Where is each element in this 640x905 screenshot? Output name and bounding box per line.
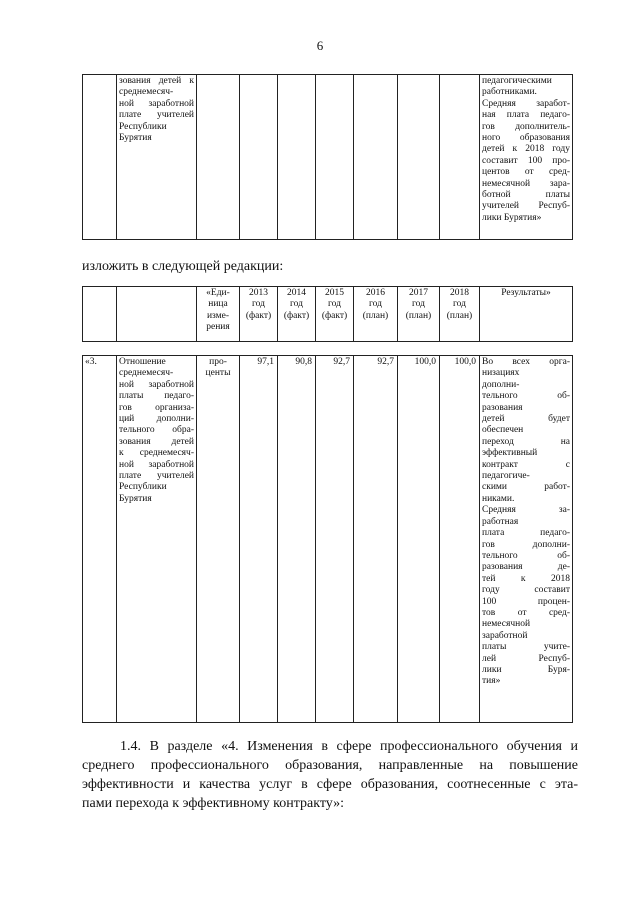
- value-2016: 92,7: [354, 356, 398, 723]
- unit-header: [197, 287, 240, 342]
- text-line: платы педаго-: [119, 391, 194, 402]
- text-line: гов дополни-: [482, 539, 570, 550]
- value-2014: 90,8: [278, 356, 316, 723]
- text-line: педагогиче-: [482, 471, 530, 482]
- value-2013: 97,1: [240, 356, 278, 723]
- indicator-table: [82, 355, 573, 723]
- text-line: контракт с: [482, 459, 570, 470]
- text-line: тия»: [482, 676, 501, 687]
- text-line: «Еди-: [206, 288, 230, 298]
- text-line: лики Буря-: [482, 664, 570, 675]
- text-line: Бурятия: [119, 133, 152, 144]
- paragraph-line: пами перехода к эффективному контракту»:: [82, 796, 344, 811]
- text-line: ного образования: [482, 133, 570, 144]
- paragraph-line: 1.4. В разделе «4. Изменения в сфере профессионального обучения и: [120, 739, 578, 754]
- year-header: 2018 год (план): [440, 287, 480, 342]
- year-header: 2015 год (факт): [316, 287, 354, 342]
- text-line: эффективный: [482, 448, 538, 459]
- text-line: работная: [482, 516, 519, 527]
- text-line: году составит: [482, 585, 570, 596]
- results-cell: [480, 356, 573, 723]
- text-line: среднемесяч-: [119, 368, 174, 379]
- text-line: Республики: [119, 121, 167, 132]
- year-header: 2013 год (факт): [240, 287, 278, 342]
- text-line: низациях: [482, 368, 520, 379]
- value-2018: 100,0: [440, 356, 480, 723]
- text-line: скими работ-: [482, 482, 570, 493]
- text-line: Бурятия: [119, 493, 152, 504]
- text-line: рения: [206, 322, 230, 333]
- continued-table: [82, 74, 573, 240]
- indicator-name-cell: [117, 356, 197, 723]
- text-line: плате учителей: [119, 471, 194, 482]
- text-line: гов дополнитель-: [482, 121, 570, 132]
- text-line: работниками.: [482, 87, 537, 98]
- text-line: к среднемесяч-: [119, 448, 194, 459]
- year-header: 2014 год (факт): [278, 287, 316, 342]
- text-line: детей к 2018 году: [482, 144, 570, 155]
- text-line: переход на: [482, 436, 570, 447]
- text-line: Средняя за-: [482, 505, 570, 516]
- text-line: среднемесяч-: [119, 87, 174, 98]
- text-line: Отношение: [119, 357, 166, 367]
- text-line: ций дополни-: [119, 414, 194, 425]
- results-header: Результаты»: [480, 287, 573, 342]
- text-line: ная плата педаго-: [482, 110, 570, 121]
- text-line: платы учите-: [482, 642, 570, 653]
- text-line: обеспечен: [482, 425, 524, 436]
- paragraph-line: эффективности и качества услуг в сфере образования, соотнесенные с эта-: [82, 777, 578, 792]
- text-line: про-: [209, 357, 227, 367]
- text-line: никами.: [482, 493, 515, 504]
- redaction-text: изложить в следующей редакции:: [82, 259, 284, 274]
- text-line: центов от сред-: [482, 167, 570, 178]
- text-line: Средняя заработ-: [482, 98, 570, 109]
- text-line: изме-: [206, 310, 230, 321]
- text-line: немесячной зара-: [482, 178, 570, 189]
- text-line: зования детей к: [119, 76, 194, 86]
- row-number-cell: «3.: [83, 356, 117, 723]
- page-number: 6: [316, 38, 324, 53]
- text-line: 100 процен-: [482, 596, 570, 607]
- text-line: ботной платы: [482, 190, 570, 201]
- text-line: гов организа-: [119, 402, 194, 413]
- text-line: дополни-: [482, 379, 520, 390]
- value-2015: 92,7: [316, 356, 354, 723]
- text-line: тельного обра-: [119, 425, 194, 436]
- text-line: детей будет: [482, 414, 570, 425]
- text-line: разования: [482, 402, 523, 413]
- text-line: немесячной: [482, 619, 531, 630]
- text-line: разования де-: [482, 562, 570, 573]
- text-line: Республики: [119, 482, 167, 493]
- text-line: зования детей: [119, 436, 194, 447]
- text-line: составит 100 про-: [482, 155, 570, 166]
- text-line: лики Бурятия»: [482, 212, 542, 223]
- text-line: плата педаго-: [482, 528, 570, 539]
- text-line: ной заработной: [119, 98, 194, 109]
- section-paragraph: [82, 737, 578, 813]
- year-header: 2016 год (план): [354, 287, 398, 342]
- unit-cell: [197, 356, 240, 723]
- text-line: педагогическими: [482, 76, 552, 86]
- text-line: Во всех орга-: [482, 357, 570, 367]
- year-header: 2017 год (план): [398, 287, 440, 342]
- text-line: заработной: [482, 630, 528, 641]
- text-line: тельного об-: [482, 391, 570, 402]
- text-line: учителей Респуб-: [482, 201, 570, 212]
- paragraph-line: среднего профессионального образования, направленные на повышение: [82, 758, 578, 773]
- text-line: центы: [205, 368, 231, 379]
- text-line: ной заработной: [119, 459, 194, 470]
- text-line: ница: [208, 299, 228, 310]
- text-line: тей к 2018: [482, 573, 570, 584]
- text-line: плате учителей: [119, 110, 194, 121]
- indicator-name-cell: [117, 75, 197, 240]
- text-line: тов от сред-: [482, 607, 570, 618]
- text-line: ной заработной: [119, 379, 194, 390]
- value-2017: 100,0: [398, 356, 440, 723]
- row-number-cell: [83, 75, 117, 240]
- header-table: [82, 286, 573, 342]
- text-line: тельного об-: [482, 550, 570, 561]
- text-line: лей Респуб-: [482, 653, 570, 664]
- results-cell: [480, 75, 573, 240]
